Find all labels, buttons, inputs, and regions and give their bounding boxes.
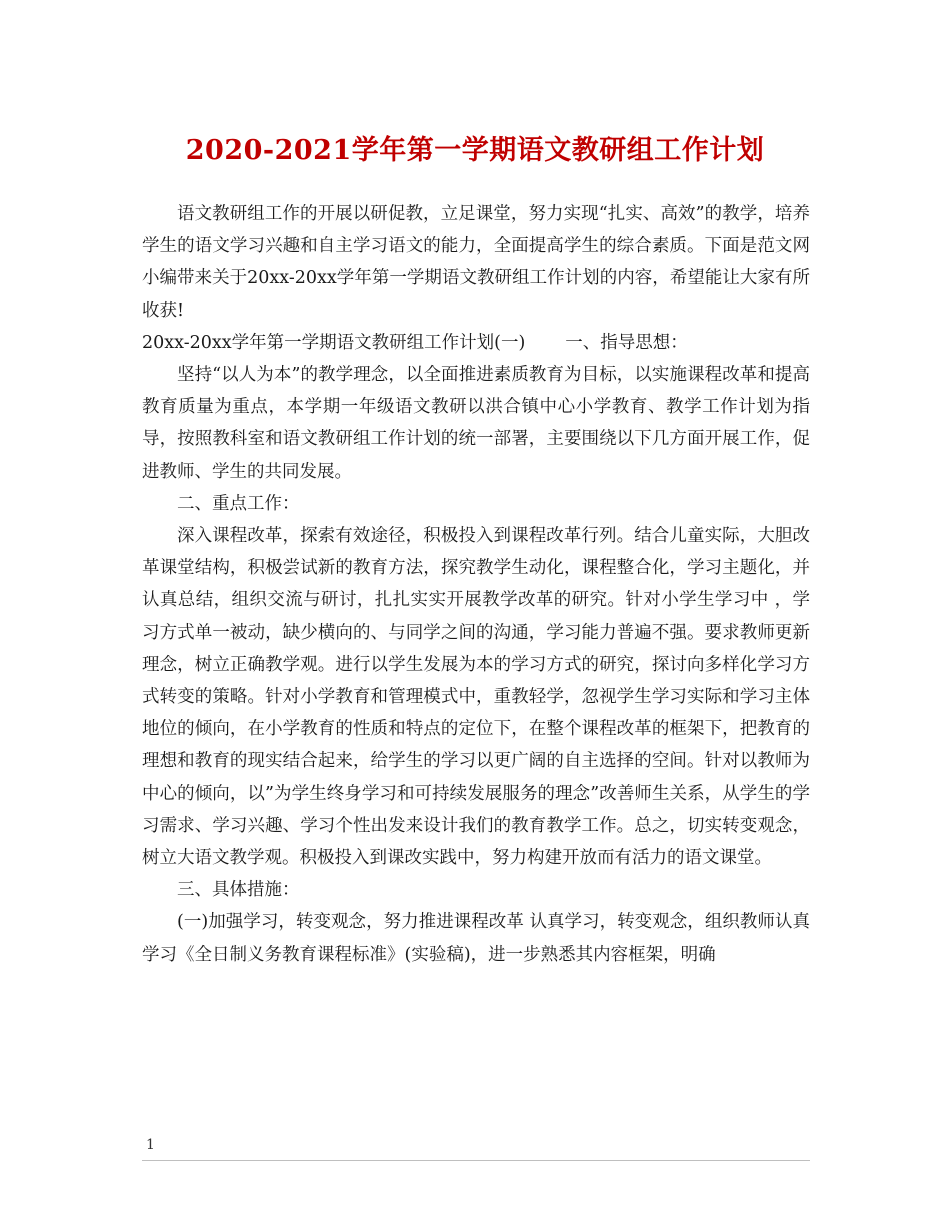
guiding-ideology-heading: 一、指导思想： xyxy=(565,332,688,353)
plan-subheading-title: 20xx-20xx学年第一学期语文教研组工作计划(一) xyxy=(142,332,526,353)
measures-paragraph: (一)加强学习，转变观念，努力推进课程改革 认真学习，转变观念，组织教师认真学习《全日制义务教育课程标准》(实验稿)，进一步熟悉其内容框架，明确 xyxy=(142,912,810,965)
intro-paragraph: 语文教研组工作的开展以研促教，立足课堂，努力实现“扎实、高效”的教学，培养学生的语文学习兴趣和自主学习语文的能力，全面提高学生的综合素质。下面是范文网小编带来关于20xx-20xx学年第一学期语文教研组工作计划的内容，希望能让大家有所收获! xyxy=(142,204,810,321)
plan-subheading xyxy=(142,327,810,359)
measures-heading: 三、具体措施： xyxy=(177,880,300,901)
key-work-paragraph: 深入课程改革，探索有效途径，积极投入到课程改革行列。结合儿童实际，大胆改革课堂结构，积极尝试新的教育方法，探究教学生动化，课程整合化，学习主题化，并认真总结，组织交流与研讨，扎扎实实开展教学改革的研究。针对小学生学习中 ，学习方式单一被动，缺少横向的、与同学之间的沟通，学习能力普遍不强。要求教师更新理念，树立正确教学观。进行以学生发展为本的学习方式的研究，探讨向多样化学习方式转变的策略。针对小学教育和管理模式中，重教轻学，忽视学生学习实际和学习主体地位的倾向，在小学教育的性质和特点的定位下，在整个课程改革的框架下，把教育的理想和教育的现实结合起来，给学生的学习以更广阔的自主选择的空间。针对以教师为中心的倾向，以”为学生终身学习和可持续发展服务的理念”改善师生关系，从学生的学习需求、学习兴趣、学习个性出发来设计我们的教育教学工作。总之，切实转变观念，树立大语文教学观。积极投入到课改实践中，努力构建开放而有活力的语文课堂。 xyxy=(142,526,810,869)
document-body xyxy=(142,198,810,971)
document-title: 2020-2021学年第一学期语文教研组工作计划 xyxy=(185,135,765,166)
key-work-heading: 二、重点工作： xyxy=(177,493,300,514)
page-number: 1 xyxy=(146,1137,155,1153)
guiding-ideology-paragraph: 坚持“以人为本”的教学理念，以全面推进素质教育为目标，以实施课程改革和提高教育质量为重点，本学期一年级语文教研以洪合镇中心小学教育、教学工作计划为指导，按照教科室和语文教研组工作计划的统一部署，主要围绕以下几方面开展工作，促进教师、学生的共同发展。 xyxy=(142,365,810,482)
footer-divider xyxy=(142,1160,810,1161)
